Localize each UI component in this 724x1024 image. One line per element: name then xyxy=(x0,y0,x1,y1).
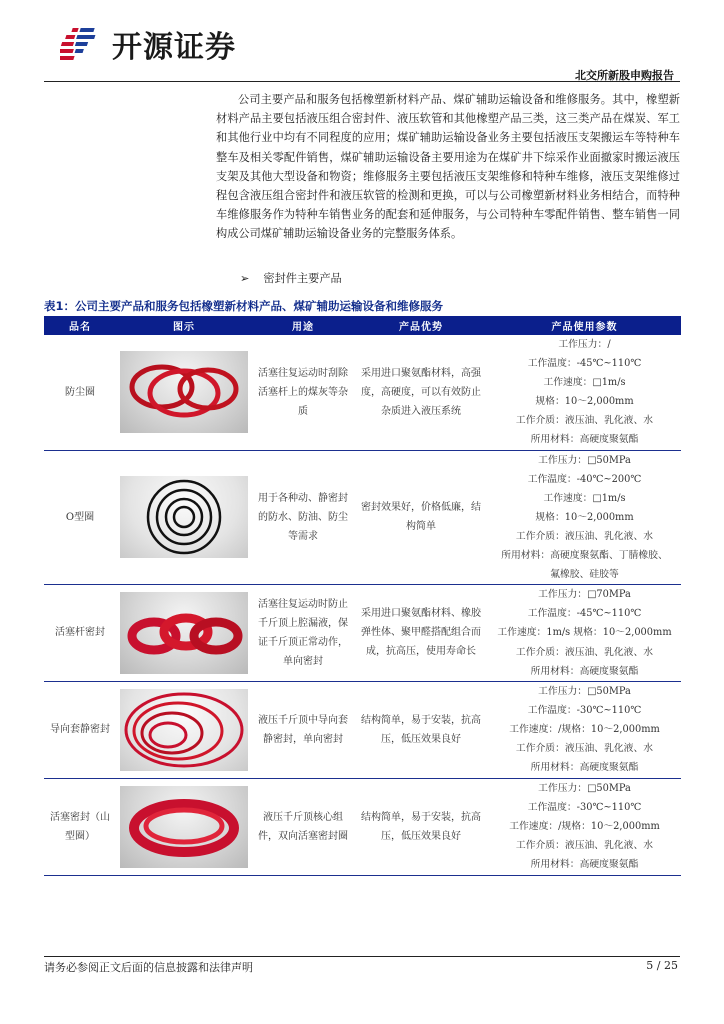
col-header-use: 用途 xyxy=(252,316,354,335)
param-line: 工作压力：/ xyxy=(558,339,611,350)
param-line: 工作介质：液压油、乳化液、水 xyxy=(515,743,654,755)
legal-disclaimer: 请务必参阅正文后面的信息披露和法律声明 xyxy=(44,961,253,974)
param-line: 工作压力：□70MPa xyxy=(538,589,631,601)
table-row xyxy=(44,681,681,778)
param-line: 工作压力：□50MPa xyxy=(538,782,631,794)
product-name: 活塞密封（山型圈） xyxy=(44,778,116,875)
param-line: 工作介质：液压油、乳化液、水 xyxy=(515,646,654,658)
product-name: 活塞杆密封 xyxy=(44,585,116,681)
piston-seal-image xyxy=(120,786,248,868)
param-line: 工作温度：-45℃~110℃ xyxy=(527,608,642,620)
bullet-text: 密封件主要产品 xyxy=(263,272,342,285)
piston-rod-seal-image xyxy=(120,592,248,674)
arrow-bullet-icon: ➢ xyxy=(240,272,250,285)
product-name: 导向套静密封 xyxy=(44,681,116,778)
product-params xyxy=(488,450,681,585)
product-use: 用于各种动、静密封的防水、防油、防尘等需求 xyxy=(252,450,354,585)
product-advantage: 结构简单，易于安装，抗高压，低压效果良好 xyxy=(354,778,488,875)
param-line: 工作速度：1m/s 规格：10～2,000mm xyxy=(497,627,672,639)
product-use: 液压千斤顶核心组件，双向活塞密封圈 xyxy=(252,778,354,875)
product-advantage: 采用进口聚氨酯材料，高强度，高硬度，可以有效防止杂质进入液压系统 xyxy=(354,335,488,450)
product-advantage: 结构简单，易于安装，抗高压，低压效果良好 xyxy=(354,681,488,778)
col-header-image: 图示 xyxy=(116,316,252,335)
param-line: 工作介质：液压油、乳化液、水 xyxy=(515,530,654,542)
table-header-row xyxy=(44,316,681,335)
param-line: 所用材料：高硬度聚氨酯 xyxy=(530,434,639,446)
product-advantage: 密封效果好，价格低廉，结构简单 xyxy=(354,450,488,585)
param-line: 工作压力：□50MPa xyxy=(538,685,631,697)
col-header-name: 品名 xyxy=(44,316,116,335)
table-row xyxy=(44,335,681,450)
product-use: 活塞往复运动时刮除活塞杆上的煤灰等杂质 xyxy=(252,335,354,450)
footer-divider xyxy=(44,956,680,957)
guide-sleeve-seal-image xyxy=(120,689,248,771)
product-params xyxy=(488,681,681,778)
intro-paragraph: 公司主要产品和服务包括橡塑新材料产品、煤矿辅助运输设备和维修服务。其中，橡塑新材料产品主要包括液压组合密封件、液压软管和其他橡塑产品三类，这三类产品在煤炭、军工和其他行业中均有不同程度的应用；煤矿辅助运输设备业务主要包括液压支架搬运车等特种车整车及相关零配件销售，煤矿辅助运输设备主要用途为在煤矿井下综采作业面撤家时搬运液压支架及其他大型设备和物资；维修服务主要包括液压支架维修和特种车维修，液压支架维修过程包含液压组合密封件和液压软管的检测和更换，可以与公司橡塑新材料业务相结合，而特种车维修服务作为特种车销售业务的配套和延伸服务，与公司特种车零配件销售、整车销售一同构成公司煤矿辅助运输设备业务的完整服务体系。 xyxy=(216,93,680,241)
param-line: 规格：10～2,000mm xyxy=(535,396,634,408)
param-line: 工作温度：-30℃~110℃ xyxy=(527,802,642,814)
table-caption: 表1：公司主要产品和服务包括橡塑新材料产品、煤矿辅助运输设备和维修服务 xyxy=(44,299,443,313)
param-line: 工作温度：-30℃~110℃ xyxy=(527,705,642,717)
logo-icon xyxy=(60,24,106,64)
products-table xyxy=(44,316,681,876)
param-line: 所用材料：高硬度聚氨酯 xyxy=(530,665,639,677)
section-bullet xyxy=(240,270,342,286)
page-number: 5 / 25 xyxy=(646,959,678,972)
product-params xyxy=(488,585,681,681)
table-row xyxy=(44,778,681,875)
product-use: 液压千斤顶中导向套静密封，单向密封 xyxy=(252,681,354,778)
param-line: 工作温度：-45℃~110℃ xyxy=(527,358,642,370)
param-line: 工作速度：/规格：10～2,000mm xyxy=(509,821,660,833)
param-line: 所用材料：高硬度聚氨酯、丁腈橡胶、 xyxy=(501,550,668,562)
dust-seal-image xyxy=(120,351,248,433)
product-name: O型圈 xyxy=(44,450,116,585)
param-line: 工作介质：液压油、乳化液、水 xyxy=(515,840,654,852)
col-header-advantage: 产品优势 xyxy=(354,316,488,335)
param-line: 工作介质：液压油、乳化液、水 xyxy=(515,415,654,427)
product-advantage: 采用进口聚氨酯材料、橡胶弹性体、聚甲醛搭配组合而成，抗高压，使用寿命长 xyxy=(354,585,488,681)
param-line: 工作压力：□50MPa xyxy=(538,454,631,466)
o-ring-image xyxy=(120,476,248,558)
param-line: 工作速度：□1m/s xyxy=(543,377,626,389)
product-name: 防尘圈 xyxy=(44,335,116,450)
report-type: 北交所新股申购报告 xyxy=(575,69,674,82)
product-params xyxy=(488,335,681,450)
product-use: 活塞往复运动时防止千斤顶上腔漏液，保证千斤顶正常动作，单向密封 xyxy=(252,585,354,681)
table-row xyxy=(44,450,681,585)
table-row xyxy=(44,585,681,681)
param-line: 工作速度：□1m/s xyxy=(543,492,626,504)
col-header-params: 产品使用参数 xyxy=(488,316,681,335)
param-line: 工作速度：/规格：10～2,000mm xyxy=(509,724,660,736)
param-line: 工作温度：-40℃~200℃ xyxy=(527,473,642,485)
brand-name: 开源证券 xyxy=(112,30,236,65)
param-line: 氟橡胶、硅胶等 xyxy=(550,569,619,581)
param-line: 规格：10～2,000mm xyxy=(535,511,634,523)
param-line: 所用材料：高硬度聚氨酯 xyxy=(530,859,639,871)
product-params xyxy=(488,778,681,875)
param-line: 所用材料：高硬度聚氨酯 xyxy=(530,762,639,774)
company-logo xyxy=(60,22,236,66)
header-divider xyxy=(44,81,680,82)
